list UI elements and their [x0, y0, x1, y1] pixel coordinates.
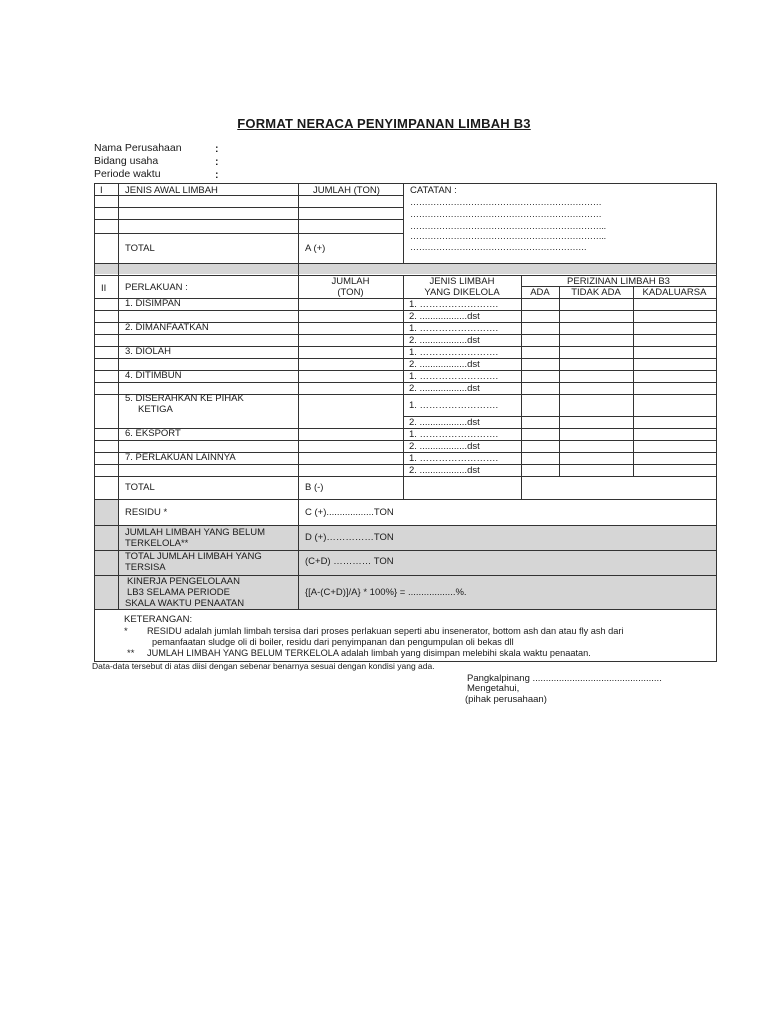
keterangan-star: ** — [127, 648, 135, 659]
table-grid-line — [118, 183, 119, 609]
table-grid-line — [403, 183, 404, 263]
header-jumlah-line2: (TON) — [337, 287, 364, 298]
waste-entry-2: 2. ..................dst — [409, 359, 480, 370]
waste-entry-2: 2. ..................dst — [409, 465, 480, 476]
waste-entry-1: 1. ……………………. — [409, 371, 499, 382]
keterangan-note-residu-cont: pemanfaatan sludge oli di boiler, residu dari penyimpanan dan pengumpulan oli bekas dll — [152, 637, 514, 647]
statement-text: Data-data tersebut di atas diisi dengan sebenar benarnya sesuai dengan kondisi yang ada. — [92, 661, 435, 671]
treatment-item: 6. EKSPORT — [125, 428, 181, 439]
section-2-total-label: TOTAL — [125, 482, 155, 493]
waste-entry-2: 2. ..................dst — [409, 441, 480, 452]
table-grid-line — [94, 428, 717, 429]
table-grid-line — [94, 183, 95, 661]
section-1-total-label: TOTAL — [125, 243, 155, 254]
treatment-item-continuation: KETIGA — [138, 404, 173, 415]
header-jenis-line1: JENIS LIMBAH — [429, 276, 495, 287]
treatment-item: 5. DISERAHKAN KE PIHAK — [125, 393, 244, 404]
colon-periode-waktu: : — [215, 169, 219, 181]
treatment-item: 3. DIOLAH — [125, 346, 171, 357]
table-grid-line — [94, 207, 403, 208]
table-grid-line — [94, 370, 717, 371]
catatan-line: ……………………………………………………. — [410, 242, 587, 252]
table-grid-line — [94, 334, 717, 335]
table-grid-line — [94, 263, 717, 264]
table-grid-line — [94, 382, 717, 383]
label-periode-waktu: Periode waktu — [94, 168, 161, 180]
label-nama-perusahaan: Nama Perusahaan — [94, 142, 182, 154]
signature-place: Pangkalpinang ................................................. — [467, 673, 662, 684]
section-1-number: I — [100, 185, 103, 196]
table-grid-line — [521, 275, 522, 499]
table-grid-line — [716, 183, 717, 661]
header-jenis-line2: YANG DIKELOLA — [424, 287, 500, 298]
header-jumlah-line1: JUMLAH — [331, 276, 370, 287]
kinerja-label: KINERJA PENGELOLAAN — [127, 576, 240, 587]
section-1-total-value: A (+) — [305, 243, 326, 254]
catatan-line: ………………………………………………………… — [410, 197, 602, 207]
table-grid-line — [94, 298, 717, 299]
table-grid-line — [94, 464, 717, 465]
signature-mengetahui: Mengetahui, — [467, 683, 520, 694]
table-grid-line — [94, 310, 717, 311]
total-tersisa-label: TERSISA — [125, 562, 166, 573]
treatment-item: 4. DITIMBUN — [125, 370, 182, 381]
treatment-item: 2. DIMANFAATKAN — [125, 322, 209, 333]
belum-terkelola-label: TERKELOLA** — [125, 538, 189, 549]
catatan-line: ………………………………………………………….. — [410, 221, 606, 231]
table-grid-line — [94, 525, 717, 526]
table-grid-line — [94, 346, 717, 347]
belum-terkelola-label: JUMLAH LIMBAH YANG BELUM — [125, 527, 266, 538]
table-grid-line — [298, 183, 299, 609]
waste-entry-2: 2. ..................dst — [409, 417, 480, 428]
label-bidang-usaha: Bidang usaha — [94, 155, 159, 167]
header-tidak-ada: TIDAK ADA — [571, 287, 621, 298]
header-jumlah-ton: JUMLAH (TON) — [313, 185, 380, 196]
table-grid-line — [94, 440, 717, 441]
white-gap — [119, 500, 716, 525]
signature-pihak: (pihak perusahaan) — [465, 694, 547, 705]
catatan-line: ………………………………………………………….. — [410, 231, 606, 241]
waste-entry-1: 1. ……………………. — [409, 429, 499, 440]
treatment-item: 7. PERLAKUAN LAINNYA — [125, 452, 236, 463]
kinerja-label: SKALA WAKTU PENAATAN — [125, 598, 245, 609]
belum-terkelola-value: D (+)……………TON — [305, 532, 394, 543]
table-grid-line — [94, 233, 403, 234]
waste-entry-1: 1. ……………………. — [409, 323, 499, 334]
waste-entry-1: 1. ……………………. — [409, 453, 499, 464]
table-grid-line — [633, 286, 634, 476]
total-tersisa-value: (C+D) ………… TON — [305, 556, 394, 567]
section-2-total-value: B (-) — [305, 482, 324, 493]
colon-bidang-usaha: : — [215, 156, 219, 168]
table-grid-line — [94, 219, 403, 220]
page-title: FORMAT NERACA PENYIMPANAN LIMBAH B3 — [237, 116, 531, 131]
table-grid-line — [94, 183, 717, 184]
header-catatan: CATATAN : — [410, 185, 457, 196]
residu-label: RESIDU * — [125, 507, 168, 518]
waste-entry-1: 1. ……………………. — [409, 400, 499, 411]
header-perizinan: PERIZINAN LIMBAH B3 — [567, 276, 670, 287]
header-jenis-awal-limbah: JENIS AWAL LIMBAH — [125, 185, 218, 196]
keterangan-star: * — [124, 626, 128, 637]
table-grid-line — [94, 476, 717, 477]
waste-entry-1: 1. ……………………. — [409, 299, 499, 310]
keterangan-heading: KETERANGAN: — [124, 614, 193, 625]
section-2-number: II — [101, 283, 107, 294]
keterangan-note-belum: JUMLAH LIMBAH YANG BELUM TERKELOLA adalah limbah yang disimpan melebihi skala waktu penaatan. — [147, 648, 591, 658]
table-grid-line — [94, 358, 717, 359]
table-grid-line — [559, 286, 560, 476]
header-ada: ADA — [530, 287, 550, 298]
total-tersisa-label: TOTAL JUMLAH LIMBAH YANG — [125, 551, 262, 562]
keterangan-note-residu: RESIDU adalah jumlah limbah tersisa dari proses perlakuan seperti abu insenerator, bottom ash dan atau fly ash dari — [147, 626, 624, 636]
kinerja-formula: {[A-(C+D)]/A} * 100%} = ..................%. — [305, 587, 467, 598]
kinerja-label: LB3 SELAMA PERIODE — [127, 587, 230, 598]
residu-value: C (+)..................TON — [305, 507, 394, 518]
waste-entry-1: 1. ……………………. — [409, 347, 499, 358]
waste-entry-2: 2. ..................dst — [409, 383, 480, 394]
header-perlakuan: PERLAKUAN : — [125, 282, 188, 293]
header-kadaluarsa: KADALUARSA — [642, 287, 707, 298]
shade-separator — [94, 264, 717, 274]
waste-entry-2: 2. ..................dst — [409, 311, 480, 322]
colon-nama-perusahaan: : — [215, 143, 219, 155]
table-grid-line — [94, 609, 717, 610]
waste-entry-2: 2. ..................dst — [409, 335, 480, 346]
table-grid-line — [94, 499, 717, 500]
catatan-line: ………………………………………………………… — [410, 209, 602, 219]
table-grid-line — [403, 275, 404, 499]
treatment-item: 1. DISIMPAN — [125, 298, 181, 309]
